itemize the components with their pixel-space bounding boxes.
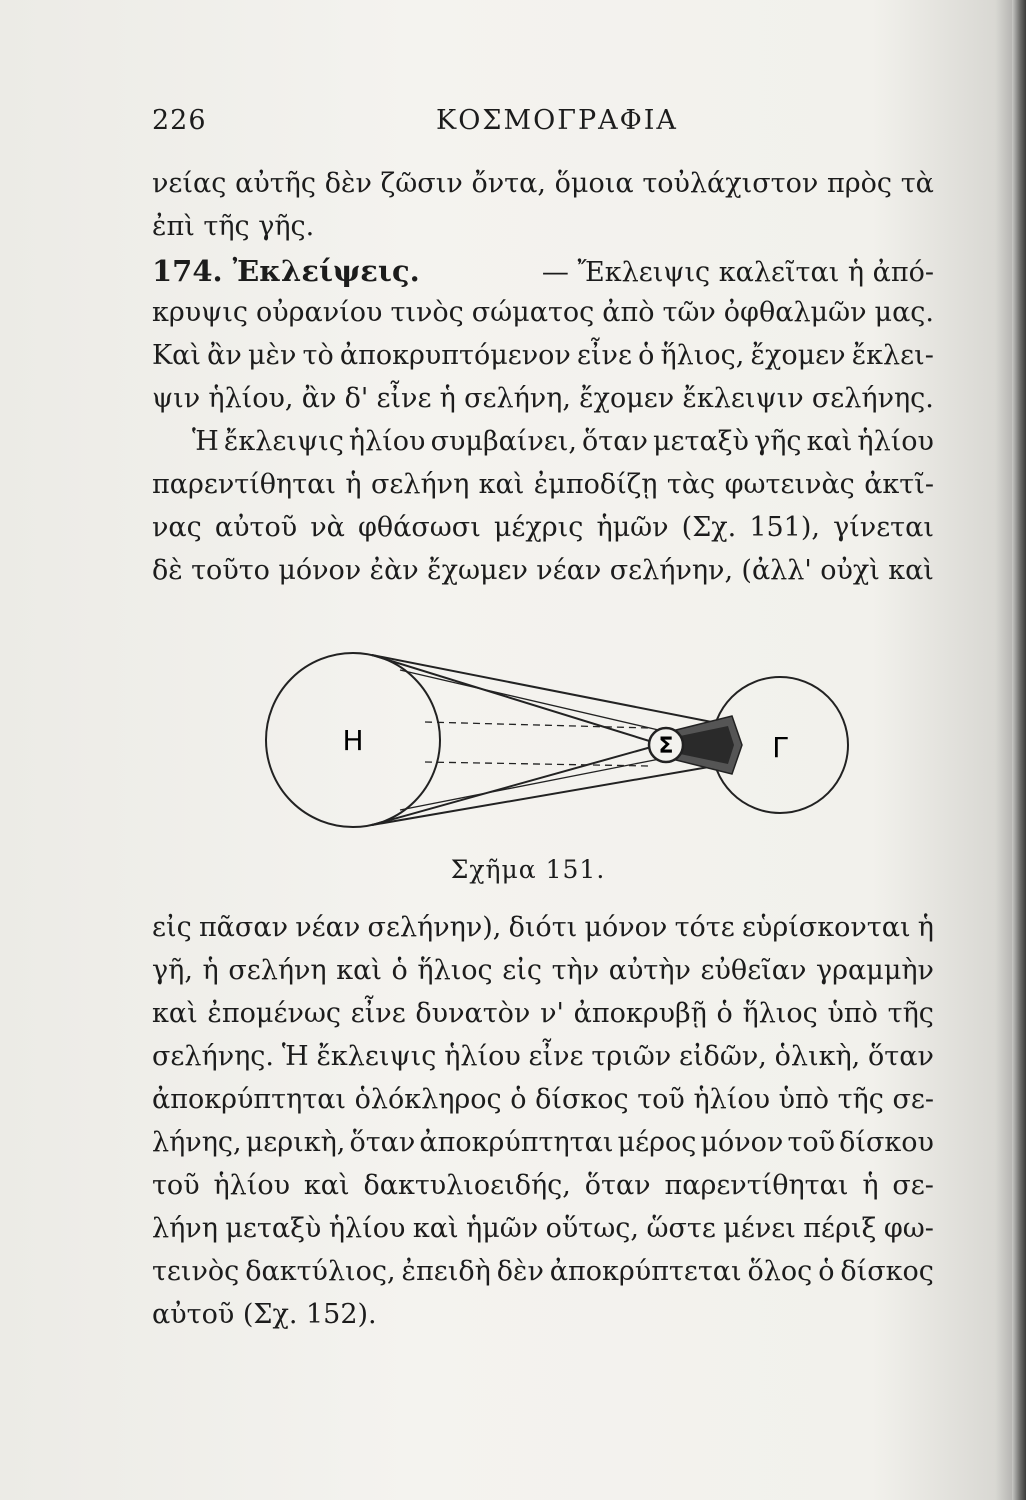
text-line: Ἡ ἔκλειψις ἡλίου συμβαίνει, ὅταν μεταξὺ γῆς καὶ ἡλίου xyxy=(192,426,934,457)
text-line: Καὶ ἂν μὲν τὸ ἀποκρυπτόμενον εἶνε ὁ ἥλιος, ἔχομεν ἔκλει- xyxy=(152,340,934,371)
text-line: ἐπὶ τῆς γῆς. xyxy=(152,211,315,242)
page-number: 226 xyxy=(152,105,207,136)
text-line: τεινὸς δακτύλιος, ἐπειδὴ δὲν ἀποκρύπτεται ὅλος ὁ δίσκος xyxy=(152,1256,934,1287)
text-block-bottom xyxy=(152,912,934,1342)
ray-line xyxy=(372,655,732,726)
text-line: νείας αὐτῆς δὲν ζῶσιν ὄντα, ὅμοια τοὐλάχιστον πρὸς τὰ xyxy=(152,168,934,199)
text-line: ἀποκρύπτηται ὁλόκληρος ὁ δίσκος τοῦ ἡλίου ὑπὸ τῆς σε- xyxy=(152,1084,934,1115)
text-line: καὶ ἐπομένως εἶνε δυνατὸν ν' ἀποκρυβῇ ὁ ἥλιος ὑπὸ τῆς xyxy=(152,998,934,1029)
section-title: Ἐκλείψεις. xyxy=(232,254,420,288)
earth-label: Γ xyxy=(772,731,788,764)
ray-line xyxy=(372,763,732,825)
text-line: γῆ, ἡ σελήνη καὶ ὁ ἥλιος εἰς τὴν αὐτὴν εὐθεῖαν γραμμὴν xyxy=(152,955,934,986)
text-line: δὲ τοῦτο μόνον ἐὰν ἔχωμεν νέαν σελήνην, (ἀλλ' οὐχὶ καὶ xyxy=(152,555,934,586)
text-block-top xyxy=(152,168,934,598)
ray-line xyxy=(400,755,680,810)
eclipse-diagram xyxy=(250,640,860,850)
text-line: λήνης, μερικὴ, ὅταν ἀποκρύπτηται μέρος μόνον τοῦ δίσκου xyxy=(152,1127,934,1158)
dashed-line xyxy=(425,762,650,766)
ray-line xyxy=(400,670,680,735)
text-line: εἰς πᾶσαν νέαν σελήνην), διότι μόνον τότε εὑρίσκονται ἡ xyxy=(152,912,934,943)
text-line: λήνη μεταξὺ ἡλίου καὶ ἡμῶν οὕτως, ὥστε μένει πέριξ φω- xyxy=(152,1213,934,1244)
dashed-line xyxy=(425,722,650,728)
sun-label: Η xyxy=(342,724,364,757)
text-line: αὐτοῦ (Σχ. 152). xyxy=(152,1299,377,1330)
page-header xyxy=(152,105,942,145)
text-line: τοῦ ἡλίου καὶ δακτυλιοειδής, ὅταν παρεντίθηται ἡ σε- xyxy=(152,1170,934,1201)
section-number: 174. xyxy=(152,254,223,288)
running-title: ΚΟΣΜΟΓΡΑΦΙΑ xyxy=(436,105,678,136)
figure-caption: Σχῆμα 151. xyxy=(450,855,606,884)
section-first-line-rest: — Ἔκλειψις καλεῖται ἡ ἀπό- xyxy=(541,257,934,288)
text-line: σελήνης. Ἡ ἔκλειψις ἡλίου εἶνε τριῶν εἰδῶν, ὁλικὴ, ὅταν xyxy=(152,1041,934,1072)
text-line: παρεντίθηται ἡ σελήνη καὶ ἐμποδίζῃ τὰς φωτεινὰς ἀκτῖ- xyxy=(152,469,934,500)
moon-label: Σ xyxy=(658,734,674,759)
section-heading xyxy=(152,254,420,288)
page-edge-shadow xyxy=(1012,0,1026,1500)
section-heading-line xyxy=(152,254,934,297)
text-line: κρυψις οὐρανίου τινὸς σώματος ἀπὸ τῶν ὀφθαλμῶν μας. xyxy=(152,297,934,328)
text-line: ψιν ἡλίου, ἂν δ' εἶνε ἡ σελήνη, ἔχομεν ἔκλειψιν σελήνης. xyxy=(152,383,934,414)
text-line: νας αὐτοῦ νὰ φθάσωσι μέχρις ἡμῶν (Σχ. 151), γίνεται xyxy=(152,512,934,543)
